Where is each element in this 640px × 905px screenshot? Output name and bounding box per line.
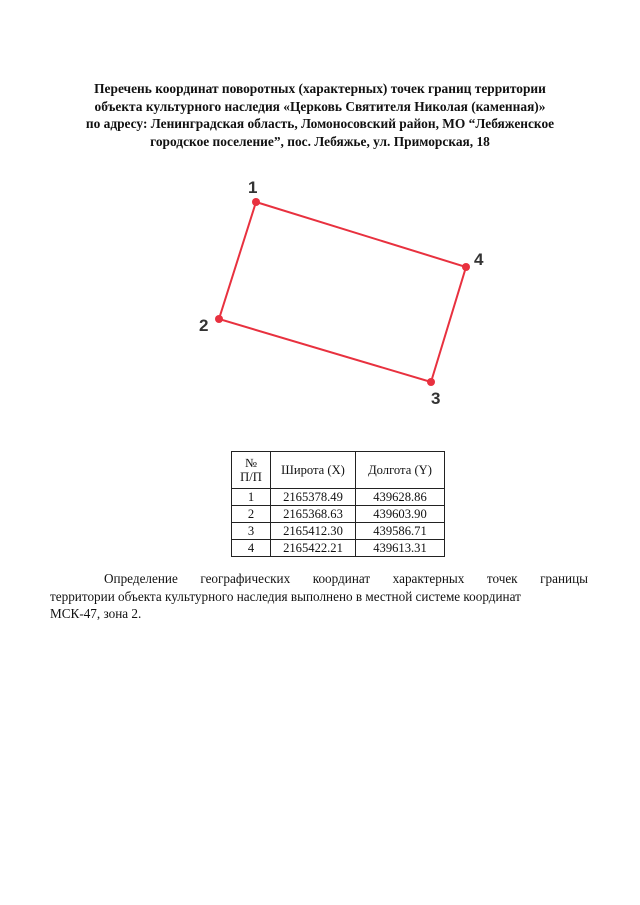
boundary-point-1 (252, 198, 260, 206)
cell-number: 1 (232, 489, 271, 506)
coordinates-table (231, 451, 445, 557)
cell-latitude: 2165422.21 (271, 540, 356, 557)
coordinate-system-note (50, 570, 588, 623)
boundary-polygon (219, 202, 466, 382)
cell-longitude: 439603.90 (356, 506, 445, 523)
header-longitude: Долгота (Y) (356, 452, 445, 489)
point-label-2: 2 (199, 316, 209, 335)
table-header-row (232, 452, 445, 489)
point-label-4: 4 (474, 250, 484, 269)
cell-longitude: 439586.71 (356, 523, 445, 540)
boundary-point-2 (215, 315, 223, 323)
boundary-point-3 (427, 378, 435, 386)
cell-number: 4 (232, 540, 271, 557)
cell-longitude: 439628.86 (356, 489, 445, 506)
table-row (232, 489, 445, 506)
boundary-point-4 (462, 263, 470, 271)
table-row (232, 523, 445, 540)
point-label-1: 1 (248, 178, 258, 197)
title-line-1: Перечень координат поворотных (характерных) точек границ территории (94, 81, 546, 96)
header-number-line1: № (244, 456, 258, 470)
cell-number: 2 (232, 506, 271, 523)
cell-latitude: 2165378.49 (271, 489, 356, 506)
title-line-4: городское поселение”, пос. Лебяжье, ул. Приморская, 18 (150, 133, 490, 149)
title-line-3: по адресу: Ленинградская область, Ломоносовский район, МО “Лебяженское (85, 116, 555, 131)
header-number (232, 452, 271, 489)
note-line-3: МСК-47, зона 2. (50, 606, 142, 621)
header-latitude: Широта (X) (271, 452, 356, 489)
cell-latitude: 2165412.30 (271, 523, 356, 540)
header-number-line2: П/П (240, 470, 262, 484)
title-line-2: объекта культурного наследия «Церковь Святителя Николая (каменная)» (94, 98, 546, 114)
point-label-3: 3 (431, 389, 441, 408)
note-line-2: территории объекта культурного наследия выполнено в местной системе координат (50, 588, 521, 604)
table-row (232, 506, 445, 523)
cell-latitude: 2165368.63 (271, 506, 356, 523)
cell-longitude: 439613.31 (356, 540, 445, 557)
note-line-1: Определение географических координат характерных точек границы (104, 571, 588, 586)
cell-number: 3 (232, 523, 271, 540)
table-row (232, 540, 445, 557)
